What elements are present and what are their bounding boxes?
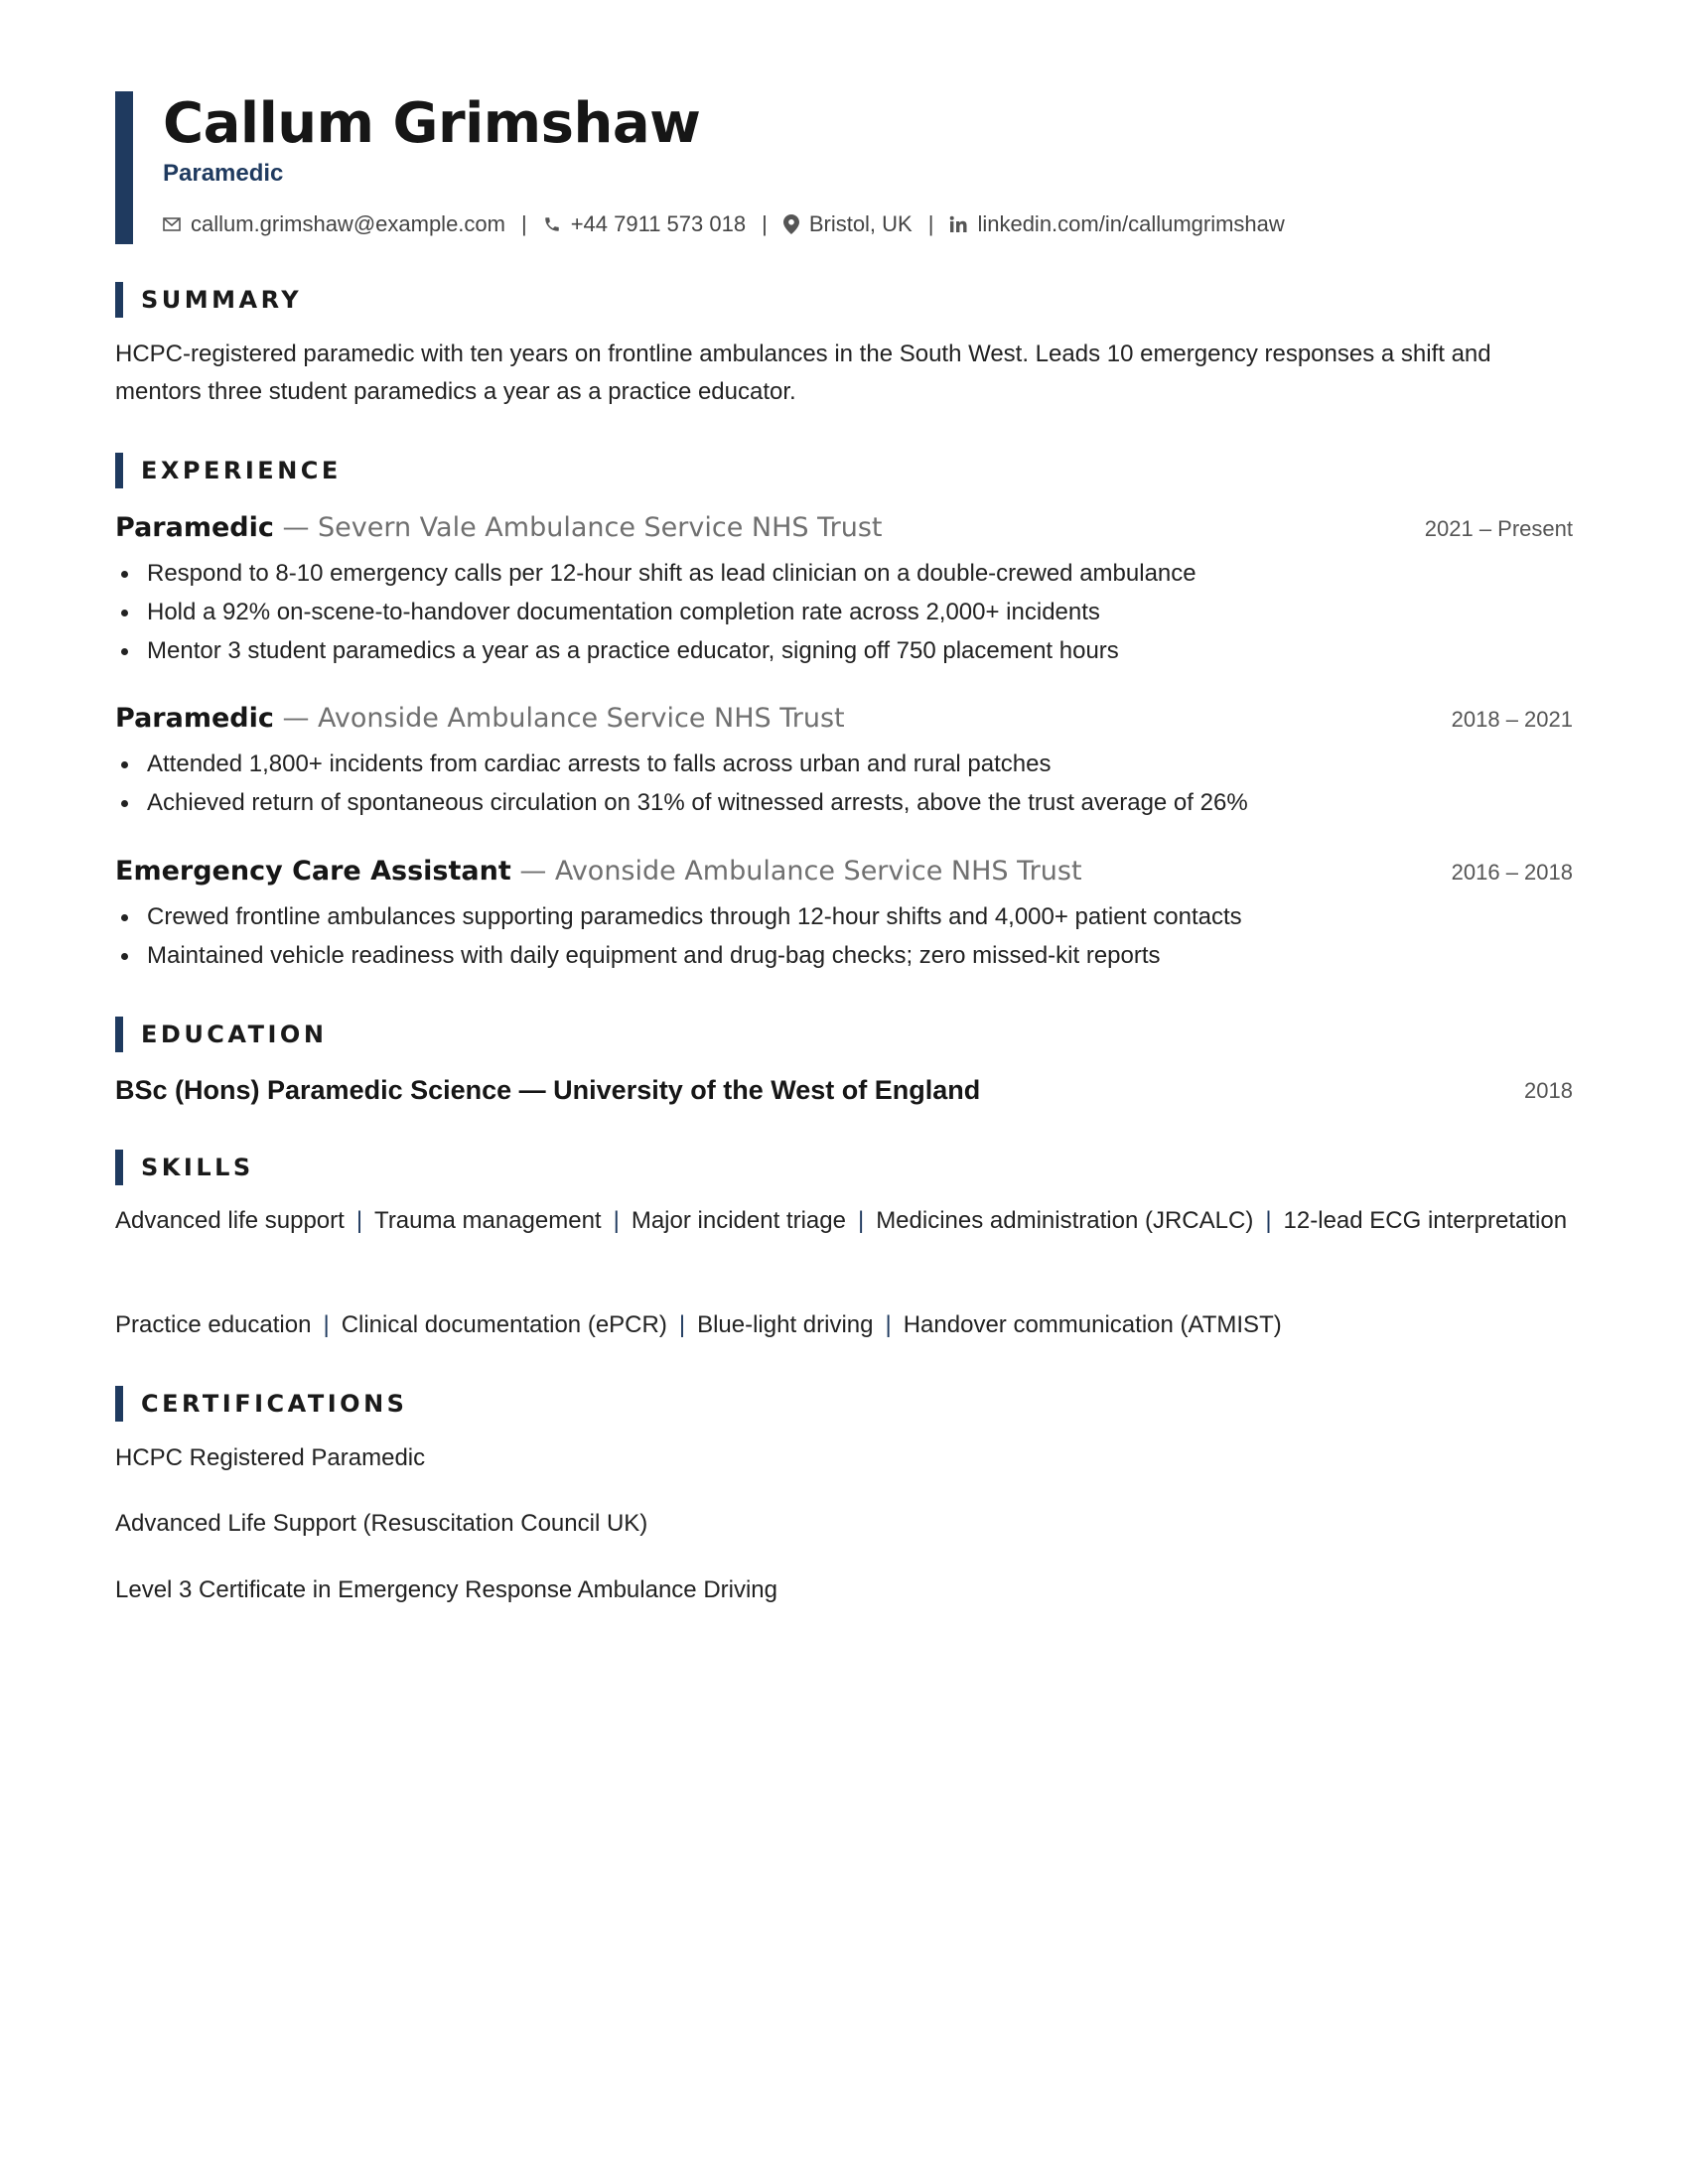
section-title: SUMMARY [141,286,303,314]
candidate-role: Paramedic [163,160,284,187]
location-text: Bristol, UK [808,211,913,236]
job-header [115,510,1573,546]
job-title [115,701,845,737]
job-header [115,854,1573,889]
contact-separator: | [927,211,934,236]
skill-separator: | [885,1311,892,1338]
education-entry [115,1072,1573,1108]
summary-text: HCPC-registered paramedic with ten years on frontline ambulances in the South West. Leads 10 emergency responses a shift and mentors three student paramedics a year as a practice educator. [115,341,1491,405]
degree-title: BSc (Hons) Paramedic Science — University of the West of England [115,1075,981,1105]
contact-location [783,210,913,238]
skill-item: Major incident triage [631,1207,846,1234]
skill-item: 12-lead ECG interpretation [1283,1207,1568,1234]
job-position: Paramedic [115,512,274,543]
contact-line [163,210,1285,238]
skills-line [115,1306,1573,1344]
section-title: EXPERIENCE [141,457,342,484]
candidate-name: Callum Grimshaw [163,91,701,156]
contact-separator: | [520,211,527,236]
skill-separator: | [323,1311,330,1338]
section-title: SKILLS [141,1154,254,1181]
job-bullet: Respond to 8-10 emergency calls per 12-hour shift as lead clinician on a double-crewed ambulance [115,554,1573,593]
job-title [115,510,883,546]
job-organization: — Severn Vale Ambulance Service NHS Trust [273,512,883,543]
skill-item: Trauma management [374,1207,602,1234]
linkedin-icon [949,215,967,233]
contact-separator: | [762,211,768,236]
skill-separator: | [857,1207,865,1234]
job-dates: 2016 – 2018 [1451,860,1573,885]
header-accent-bar [115,91,133,244]
email-text: callum.grimshaw@example.com [191,211,505,236]
section-accent-bar [115,282,123,318]
skill-item: Handover communication (ATMIST) [903,1311,1282,1338]
section-accent-bar [115,1386,123,1422]
summary-heading [115,282,711,318]
job-bullets [115,745,1573,822]
certification-item: Advanced Life Support (Resuscitation Council UK) [115,1510,648,1537]
skills-line [115,1202,1573,1240]
skills-heading [115,1150,711,1185]
job-bullet: Hold a 92% on-scene-to-handover documentation completion rate across 2,000+ incidents [115,593,1573,631]
job-organization: — Avonside Ambulance Service NHS Trust [510,856,1082,887]
resume-header [115,91,1573,244]
skill-item: Advanced life support [115,1207,345,1234]
skill-item: Practice education [115,1311,312,1338]
education-heading [115,1017,711,1052]
job-dates: 2021 – Present [1424,516,1573,541]
section-accent-bar [115,1017,123,1052]
job-bullet: Attended 1,800+ incidents from cardiac arrests to falls across urban and rural patches [115,745,1573,783]
section-accent-bar [115,453,123,488]
certifications-heading [115,1386,711,1422]
job-bullet: Mentor 3 student paramedics a year as a practice educator, signing off 750 placement hours [115,631,1573,670]
job-organization: — Avonside Ambulance Service NHS Trust [273,703,845,734]
phone-text: +44 7911 573 018 [570,211,747,236]
job-position: Paramedic [115,703,274,734]
skill-item: Medicines administration (JRCALC) [876,1207,1254,1234]
experience-heading [115,453,711,488]
certification-item: HCPC Registered Paramedic [115,1444,426,1471]
skill-separator: | [1265,1207,1272,1234]
job-bullets [115,897,1573,975]
contact-email[interactable] [163,210,505,238]
section-title: EDUCATION [141,1021,328,1048]
linkedin-text: linkedin.com/in/callumgrimshaw [977,211,1285,236]
job-bullets [115,554,1573,670]
job-header [115,701,1573,737]
job-bullet: Maintained vehicle readiness with daily equipment and drug-bag checks; zero missed-kit reports [115,936,1573,975]
section-title: CERTIFICATIONS [141,1390,408,1418]
skill-item: Clinical documentation (ePCR) [341,1311,667,1338]
envelope-icon [163,217,181,231]
certification-item: Level 3 Certificate in Emergency Response Ambulance Driving [115,1576,777,1603]
section-accent-bar [115,1150,123,1185]
skill-separator: | [678,1311,686,1338]
skill-item: Blue-light driving [697,1311,874,1338]
job-title [115,854,1082,889]
contact-linkedin[interactable] [949,210,1284,238]
skill-separator: | [355,1207,363,1234]
job-bullet: Achieved return of spontaneous circulation on 31% of witnessed arrests, above the trust average of 26% [115,783,1573,822]
phone-icon [543,215,561,233]
degree-year: 2018 [1524,1078,1573,1103]
skill-separator: | [613,1207,620,1234]
contact-phone[interactable] [543,210,746,238]
location-pin-icon [783,214,799,234]
job-bullet: Crewed frontline ambulances supporting paramedics through 12-hour shifts and 4,000+ patient contacts [115,897,1573,936]
job-dates: 2018 – 2021 [1451,707,1573,732]
job-position: Emergency Care Assistant [115,856,511,887]
